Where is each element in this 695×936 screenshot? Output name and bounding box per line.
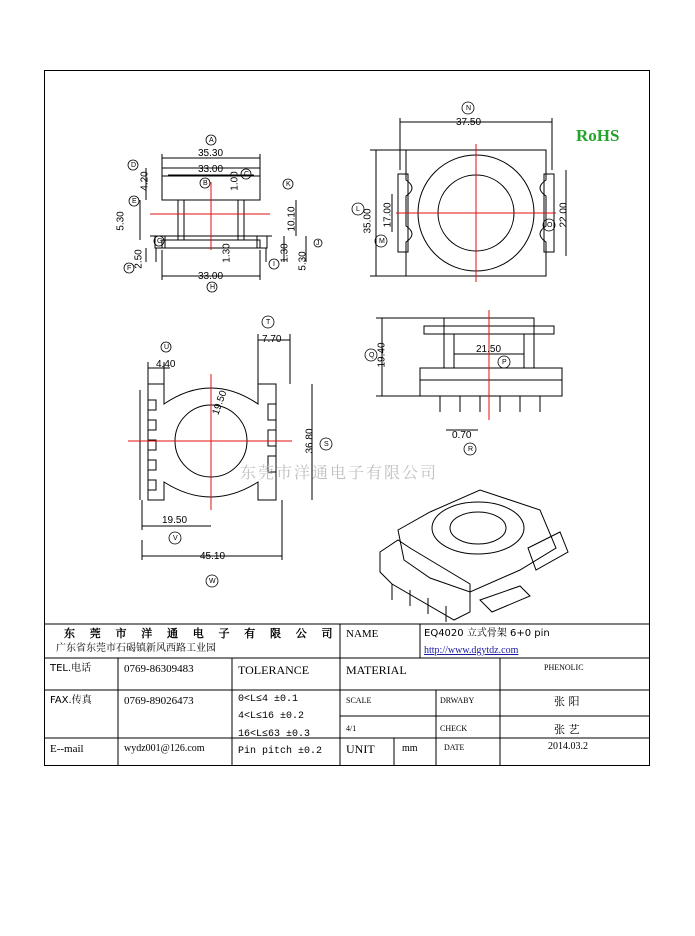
label-G: G — [157, 238, 163, 245]
check-value: 张 艺 — [554, 723, 580, 736]
company-name: 东 莞 市 洋 通 电 子 有 限 公 司 — [64, 628, 339, 640]
label-O: O — [547, 222, 553, 229]
email-label: E--mail — [50, 743, 84, 755]
label-N: N — [466, 105, 472, 112]
dim-N: 37.50 — [456, 117, 482, 128]
label-V: V — [173, 535, 178, 542]
dim-P: 21.50 — [476, 344, 502, 355]
dim-K: 10.10 — [286, 206, 298, 232]
date-value: 2014.03.2 — [548, 741, 588, 752]
tolerance-line-4: Pin pitch ±0.2 — [238, 746, 323, 757]
dim-L: 35.00 — [362, 208, 374, 234]
label-L: L — [356, 206, 360, 213]
label-K: K — [286, 181, 291, 188]
dim-S: 36.80 — [304, 428, 316, 454]
dim-F: 2.50 — [133, 249, 145, 269]
dim-T: 7.70 — [262, 334, 282, 345]
unit-value: mm — [402, 743, 418, 754]
dim-A: 35.30 — [198, 148, 224, 159]
label-F: F — [127, 265, 132, 272]
label-I: I — [273, 261, 275, 268]
label-B: B — [203, 180, 208, 187]
label-R: R — [468, 446, 474, 453]
label-T: T — [266, 319, 271, 326]
drawn-value: 张 阳 — [554, 695, 580, 708]
label-H: H — [210, 284, 216, 291]
side-view — [376, 310, 562, 430]
dim-G: 1.30 — [221, 243, 233, 263]
part-name: EQ4020 立式骨架 6+0 pin — [424, 628, 550, 639]
date-label: DATE — [444, 743, 465, 752]
tolerance-line-2: 4<L≤16 ±0.2 — [238, 711, 305, 722]
material-value: PHENOLIC — [544, 663, 584, 672]
dim-H: 33.00 — [198, 271, 224, 282]
label-J: J — [316, 240, 320, 247]
material-label: MATERIAL — [346, 663, 407, 677]
label-P: P — [502, 359, 507, 366]
dim-V: 19.50 — [162, 515, 188, 526]
fax-label: FAX.传真 — [50, 695, 92, 706]
label-D: D — [131, 162, 137, 169]
watermark: 东莞市洋通电子有限公司 — [240, 463, 439, 482]
rohs-mark: RoHS — [576, 126, 620, 145]
label-W: W — [209, 578, 216, 585]
label-Q: Q — [369, 352, 375, 359]
dim-C: 1.00 — [229, 171, 241, 191]
dim-J: 5.30 — [297, 251, 309, 271]
unit-label: UNIT — [346, 742, 375, 756]
label-M: M — [379, 238, 385, 245]
label-S: S — [324, 441, 329, 448]
tolerance-label: TOLERANCE — [238, 663, 310, 677]
label-A: A — [209, 137, 214, 144]
dim-U: 4.40 — [156, 359, 176, 370]
dim-W: 45.10 — [200, 551, 226, 562]
email-value[interactable]: wydz001@126.com — [124, 743, 205, 754]
dim-O: 22.00 — [558, 202, 570, 228]
isometric-view — [380, 490, 568, 622]
drawn-label: DRWABY — [440, 696, 475, 705]
scale-label: SCALE — [346, 696, 372, 705]
fax-value: 0769-89026473 — [124, 695, 194, 707]
dim-E: 5.30 — [115, 211, 127, 231]
dim-B: 33.00 — [198, 164, 224, 175]
company-address: 广东省东莞市石碣镇新风西路工业园 — [56, 643, 216, 654]
tel-value: 0769-86309483 — [124, 663, 194, 675]
dim-Q: 19.40 — [376, 342, 388, 368]
top-view — [370, 118, 566, 282]
website-link[interactable]: http://www.dgytdz.com — [424, 645, 519, 656]
tolerance-line-3: 16<L≤63 ±0.3 — [238, 729, 311, 740]
dim-R: 0.70 — [452, 430, 472, 441]
name-label: NAME — [346, 628, 379, 640]
dim-I: 1.30 — [279, 243, 291, 263]
label-C: C — [244, 171, 250, 178]
tolerance-line-1: 0<L≤4 ±0.1 — [238, 694, 299, 705]
dim-M: 17.00 — [382, 202, 394, 228]
label-U: U — [164, 344, 170, 351]
tel-label: TEL.电话 — [50, 663, 92, 674]
label-E: E — [132, 198, 137, 205]
check-label: CHECK — [440, 724, 468, 733]
dim-diameter: 19.50 — [210, 389, 230, 417]
scale-value: 4/1 — [346, 724, 357, 733]
dim-D: 4.20 — [139, 171, 151, 191]
